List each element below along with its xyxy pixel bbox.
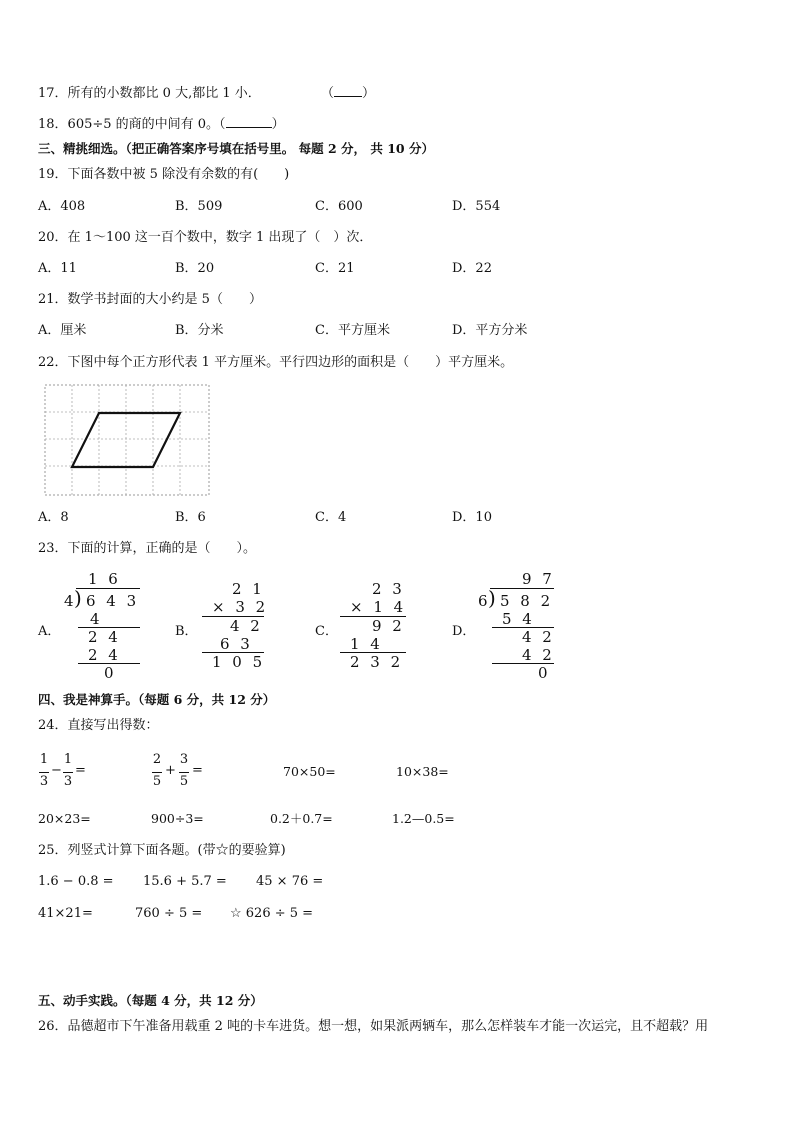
frac1-op: − (51, 763, 62, 778)
q23-label-d[interactable]: D． (452, 624, 476, 639)
q24-item-0.2plus0.7: 0.2＋0.7= (270, 811, 333, 826)
calc-d-quotient: 9 7 (522, 570, 555, 588)
calc-a-step1: 4 (90, 610, 103, 628)
q21-option-a[interactable]: A．厘米 (38, 323, 87, 338)
calc-a-quotient: 1 6 (88, 570, 121, 588)
calc-d-step3: 4 2 (522, 646, 555, 664)
q22-option-a[interactable]: A．8 (38, 510, 69, 525)
calc-d-step1: 5 4 (502, 610, 535, 628)
calc-d-result: 0 (538, 664, 551, 682)
frac2-den2: 5 (179, 774, 189, 789)
frac2-num2: 3 (179, 752, 189, 767)
q17-answer-blank[interactable] (334, 84, 362, 97)
frac2-bar1 (152, 772, 162, 773)
q25-item-2: 15.6 + 5.7 = (143, 874, 227, 889)
calc-a-step2: 2 4 (88, 628, 121, 646)
q19-option-c[interactable]: C．600 (315, 199, 363, 214)
calc-a-bar (76, 588, 140, 589)
calc-d-step2: 4 2 (522, 628, 555, 646)
q23-calc-d (478, 570, 558, 680)
q19-option-b[interactable]: B．509 (175, 199, 223, 214)
section-3-heading: 三、精挑细选。（把正确答案序号填在括号里。 每题 2 分， 共 10 分） (38, 141, 434, 156)
q24-item-900div3: 900÷3= (151, 811, 204, 826)
question-17 (38, 84, 375, 102)
q18-answer-blank[interactable] (226, 115, 272, 128)
q20-option-a[interactable]: A．11 (38, 261, 77, 276)
question-23: 23．下面的计算，正确的是（ ）。 (38, 541, 257, 556)
q23-label-c[interactable]: C． (315, 624, 338, 639)
frac1-bar1 (39, 772, 49, 773)
frac2-eq: = (192, 763, 203, 778)
q24-item-20x23: 20×23= (38, 811, 91, 826)
calc-d-bar (490, 588, 554, 589)
question-22: 22．下图中每个正方形代表 1 平方厘米。平行四边形的面积是（ ）平方厘米。 (38, 355, 514, 370)
q17-paren-close: ） (362, 86, 376, 101)
q23-label-b[interactable]: B． (175, 624, 198, 639)
q24-fraction-expr-2 (151, 752, 211, 792)
q24-fraction-expr-1 (38, 752, 98, 792)
calc-a-step3: 2 4 (88, 646, 121, 664)
question-25: 25．列竖式计算下面各题。(带☆的要验算) (38, 843, 286, 858)
q20-option-b[interactable]: B．20 (175, 261, 215, 276)
question-19: 19．下面各数中被 5 除没有余数的有( ) (38, 167, 290, 182)
calc-a-divisor: 4 (64, 592, 77, 610)
calc-a-bracket: ) (74, 586, 82, 610)
q22-option-d[interactable]: D．10 (452, 510, 492, 525)
frac1-num2: 1 (63, 752, 73, 767)
calc-b-partial2: 6 3 (220, 635, 253, 653)
calc-c-partial1: 9 2 (372, 617, 405, 635)
q24-item-1.2minus0.5: 1.2—0.5= (392, 811, 455, 826)
calc-d-dividend: 5 8 2 (500, 592, 554, 610)
q18-text: 18．605÷5 的商的中间有 0。（ (38, 117, 226, 132)
q23-calc-a (64, 570, 144, 680)
calc-c-mult: × 1 4 (350, 598, 407, 616)
frac1-num1: 1 (39, 752, 49, 767)
frac2-bar2 (179, 772, 189, 773)
q25-item-6: ☆ 626 ÷ 5 = (230, 906, 314, 921)
q17-paren-open: （ (321, 86, 335, 101)
q25-item-4: 41×21= (38, 906, 93, 921)
question-20: 20．在 1～100 这一百个数中，数字 1 出现了（ ）次． (38, 230, 373, 245)
frac1-eq: = (75, 763, 86, 778)
q25-item-5: 760 ÷ 5 = (135, 906, 203, 921)
question-24: 24．直接写出得数： (38, 718, 159, 733)
q23-label-a[interactable]: A． (38, 624, 61, 639)
calc-b-partial1: 4 2 (230, 617, 263, 635)
calc-c-result: 2 3 2 (350, 653, 404, 671)
calc-d-divisor: 6 (478, 592, 491, 610)
frac1-den1: 3 (39, 774, 49, 789)
calc-b-result: 1 0 5 (212, 653, 266, 671)
calc-b-top: 2 1 (232, 580, 265, 598)
section-5-heading: 五、动手实践。（每题 4 分，共 12 分） (38, 993, 263, 1008)
calc-c-top: 2 3 (372, 580, 405, 598)
q24-item-70x50: 70×50= (283, 764, 336, 779)
q18-paren-close: ） (271, 117, 285, 132)
q19-option-a[interactable]: A．408 (38, 199, 86, 214)
parallelogram-grid-figure (44, 384, 210, 496)
frac2-den1: 5 (152, 774, 162, 789)
q23-calc-b (198, 580, 268, 675)
frac1-bar2 (63, 772, 73, 773)
section-4-heading: 四、我是神算手。（每题 6 分，共 12 分） (38, 692, 276, 707)
calc-a-dividend: 6 4 3 (86, 592, 140, 610)
q20-option-d[interactable]: D．22 (452, 261, 492, 276)
q22-option-c[interactable]: C．4 (315, 510, 347, 525)
frac2-op: + (165, 763, 176, 778)
q21-option-b[interactable]: B．分米 (175, 323, 224, 338)
q25-item-1: 1.6 − 0.8 = (38, 874, 114, 889)
q21-option-d[interactable]: D．平方分米 (452, 323, 528, 338)
q23-calc-c (336, 580, 408, 675)
q25-item-3: 45 × 76 = (256, 874, 324, 889)
q20-option-c[interactable]: C．21 (315, 261, 355, 276)
frac2-num1: 2 (152, 752, 162, 767)
q17-text: 17．所有的小数都比 0 大,都比 1 小． (38, 86, 261, 101)
calc-a-result: 0 (104, 664, 117, 682)
q22-option-b[interactable]: B．6 (175, 510, 206, 525)
q19-option-d[interactable]: D．554 (452, 199, 501, 214)
question-21: 21．数学书封面的大小约是 5（ ） (38, 292, 262, 307)
calc-b-mult: × 3 2 (212, 598, 269, 616)
question-18 (38, 115, 285, 133)
calc-c-partial2: 1 4 (350, 635, 383, 653)
question-26: 26．品德超市下午准备用载重 2 吨的卡车进货。想一想，如果派两辆车，那么怎样装车才能一次运完，且不超载？用 (38, 1019, 709, 1034)
q21-option-c[interactable]: C．平方厘米 (315, 323, 390, 338)
calc-d-bracket: ) (488, 586, 496, 610)
q24-item-10x38: 10×38= (396, 764, 449, 779)
frac1-den2: 3 (63, 774, 73, 789)
